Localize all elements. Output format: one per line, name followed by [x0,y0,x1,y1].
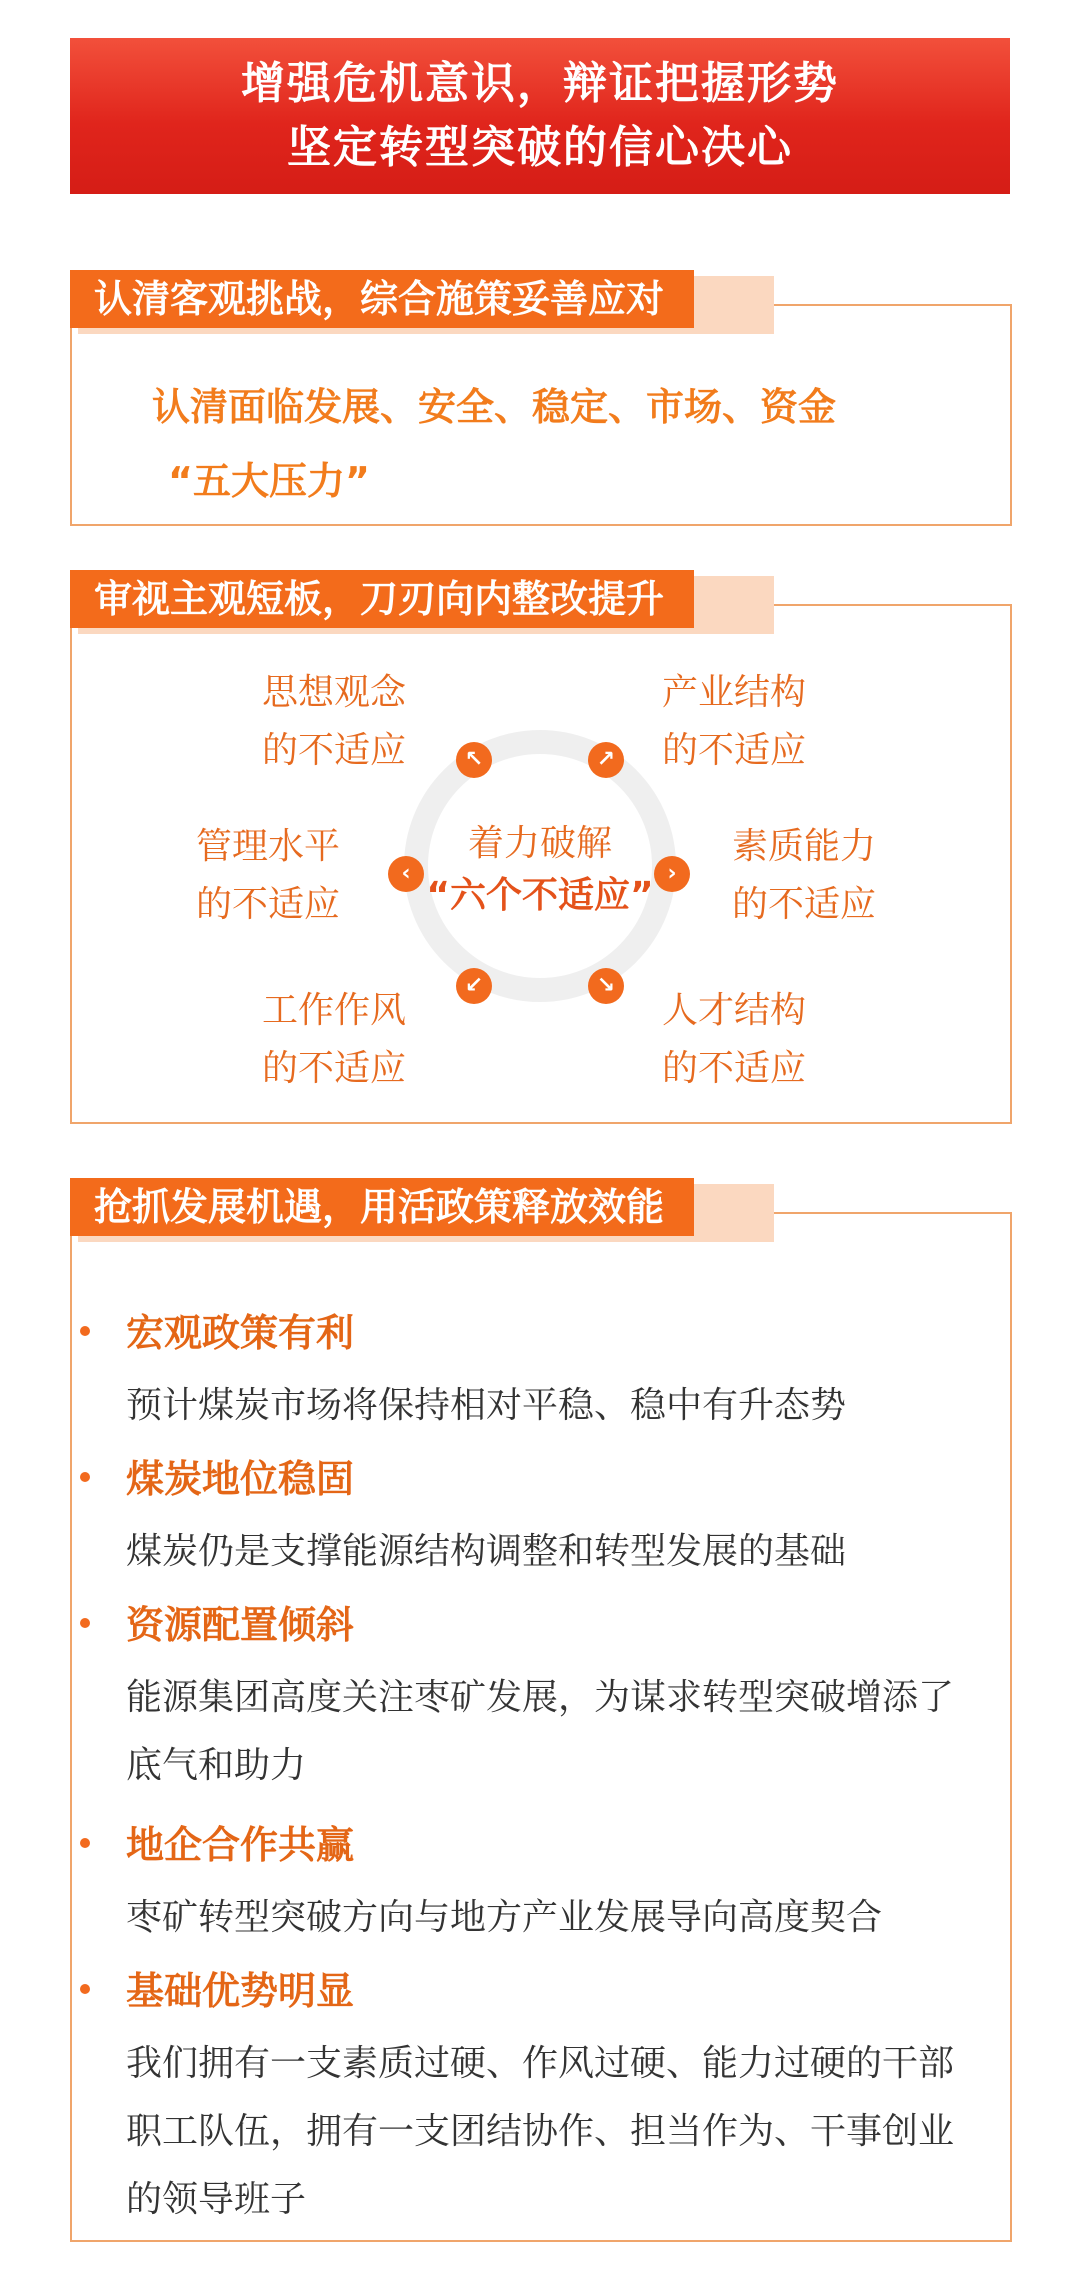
item-talent [644,982,824,1098]
bullet-head: 地企合作共赢 [126,1823,355,1867]
item-workstyle-line1: 工作作风 [261,990,406,1031]
chevron-arrow-icon: ↖ [456,742,492,778]
chevron-arrow-icon: ↙ [456,968,492,1004]
bullet-dot [80,1618,90,1628]
item-talent-line2: 的不适应 [661,1048,806,1089]
section-challenges-title: 认清客观挑战，综合施策妥善应对 [70,270,684,328]
bullet-body: 枣矿转型突破方向与地方产业发展导向高度契合 [126,1897,883,1938]
item-workstyle-line2: 的不适应 [261,1048,406,1089]
center-line2: “六个不适应” [426,875,654,916]
item-quality-line1: 素质能力 [731,826,876,867]
item-management-line1: 管理水平 [195,826,340,867]
item-thinking-line1: 思想观念 [261,672,406,713]
chevron-arrow-icon: ↘ [588,968,624,1004]
chevron-arrow-icon: ‹ [388,856,424,892]
item-industry [644,664,824,780]
bullet-dot [80,1984,90,1994]
section-challenges-line1: 认清面临发展、安全、稳定、市场、资金 [152,385,837,429]
bullet-dot [80,1472,90,1482]
banner-title-line2: 坚定转型突破的信心决心 [287,122,793,173]
section-opportunities-title: 抢抓发展机遇，用活政策释放效能 [70,1178,684,1236]
bullet-head: 煤炭地位稳固 [126,1457,355,1501]
bullet-body: 预计煤炭市场将保持相对平稳、稳中有升态势 [126,1385,847,1426]
item-industry-line1: 产业结构 [661,672,806,713]
bullet-head: 基础优势明显 [126,1969,355,2013]
center-line1: 着力破解 [467,823,612,864]
bullet-body: 我们拥有一支素质过硬、作风过硬、能力过硬的干部职工队伍，拥有一支团结协作、担当作为、干事创业的领导班子 [126,2043,955,2220]
chevron-arrow-icon: ↗ [588,742,624,778]
bullet-head: 资源配置倾斜 [126,1603,355,1647]
item-management [178,818,358,934]
section-challenges-line2: “五大压力” [168,459,370,503]
banner-title-line1: 增强危机意识，辩证把握形势 [241,58,839,109]
item-workstyle [244,982,424,1098]
item-thinking-line2: 的不适应 [261,730,406,771]
bullet-body: 能源集团高度关注枣矿发展，为谋求转型突破增添了底气和助力 [126,1677,955,1786]
section-shortcomings-title: 审视主观短板，刀刃向内整改提升 [70,570,684,628]
item-quality-line2: 的不适应 [731,884,876,925]
header-banner [70,38,1010,194]
item-quality [714,818,894,934]
item-talent-line1: 人才结构 [661,990,806,1031]
item-management-line2: 的不适应 [195,884,340,925]
chevron-arrow-icon: › [654,856,690,892]
bullet-head: 宏观政策有利 [126,1311,355,1355]
bullet-dot [80,1326,90,1336]
bullet-body: 煤炭仍是支撑能源结构调整和转型发展的基础 [126,1531,847,1572]
bullet-dot [80,1838,90,1848]
item-thinking [244,664,424,780]
item-industry-line2: 的不适应 [661,730,806,771]
